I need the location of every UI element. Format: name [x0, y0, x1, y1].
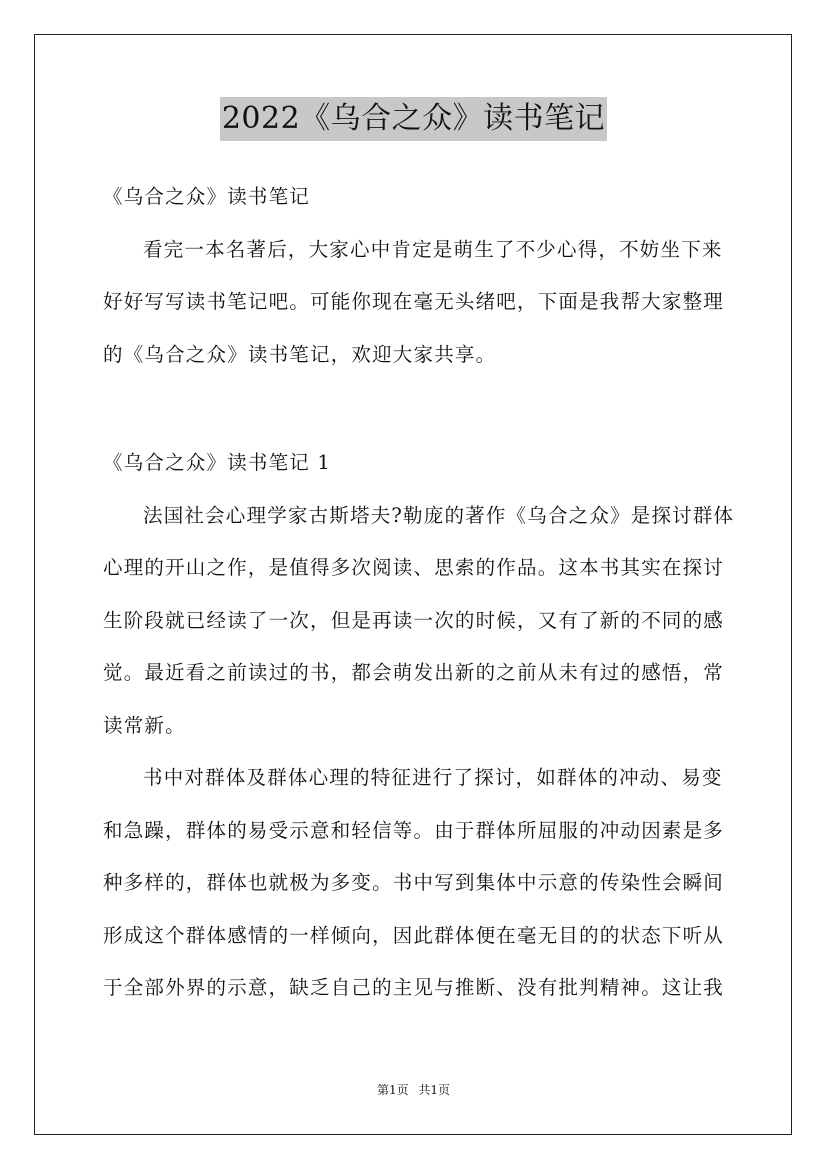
page-footer — [0, 1081, 827, 1098]
paragraph-line: 于全部外界的示意，缺乏自己的主见与推断、没有批判精神。这让我 — [103, 976, 725, 999]
paragraph-line: 心理的开山之作，是值得多次阅读、思索的作品。这本书其实在探讨 — [103, 556, 725, 579]
paragraph-line: 种多样的，群体也就极为多变。书中写到集体中示意的传染性会瞬间 — [103, 871, 725, 894]
paragraph-line: 书中对群体及群体心理的特征进行了探讨，如群体的冲动、易变 — [143, 766, 723, 789]
paragraph-line: 形成这个群体感情的一样倾向，因此群体便在毫无目的的状态下听从 — [103, 923, 725, 947]
section-spacer — [103, 381, 727, 437]
page-total: 共1页 — [418, 1083, 451, 1097]
paragraph-line: 生阶段就已经读了一次，但是再读一次的时候，又有了新的不同的感 — [103, 608, 725, 632]
paragraph-line: 读常新。 — [103, 713, 186, 737]
intro-line: 好好写写读书笔记吧。可能你现在毫无头绪吧，下面是我帮大家整理 — [103, 290, 725, 313]
title-container — [0, 97, 827, 141]
paragraph-line: 法国社会心理学家古斯塔夫?勒庞的著作《乌合之众》是探讨群体 — [143, 503, 735, 527]
intro-line: 看完一本名著后，大家心中肯定是萌生了不少心得，不妨坐下来 — [143, 237, 723, 261]
page-number: 第1页 — [376, 1083, 409, 1097]
paragraph-line: 觉。最近看之前读过的书，都会萌发出新的之前从未有过的感悟，常 — [103, 661, 725, 684]
document-title: 2022《乌合之众》读书笔记 — [220, 97, 607, 141]
section-heading: 《乌合之众》读书笔记 1 — [103, 451, 332, 474]
intro-line: 的《乌合之众》读书笔记，欢迎大家共享。 — [103, 342, 497, 366]
document-subtitle: 《乌合之众》读书笔记 — [103, 185, 311, 208]
document-body — [103, 171, 735, 1015]
paragraph-line: 和急躁，群体的易受示意和轻信等。由于群体所屈服的冲动因素是多 — [103, 818, 725, 842]
